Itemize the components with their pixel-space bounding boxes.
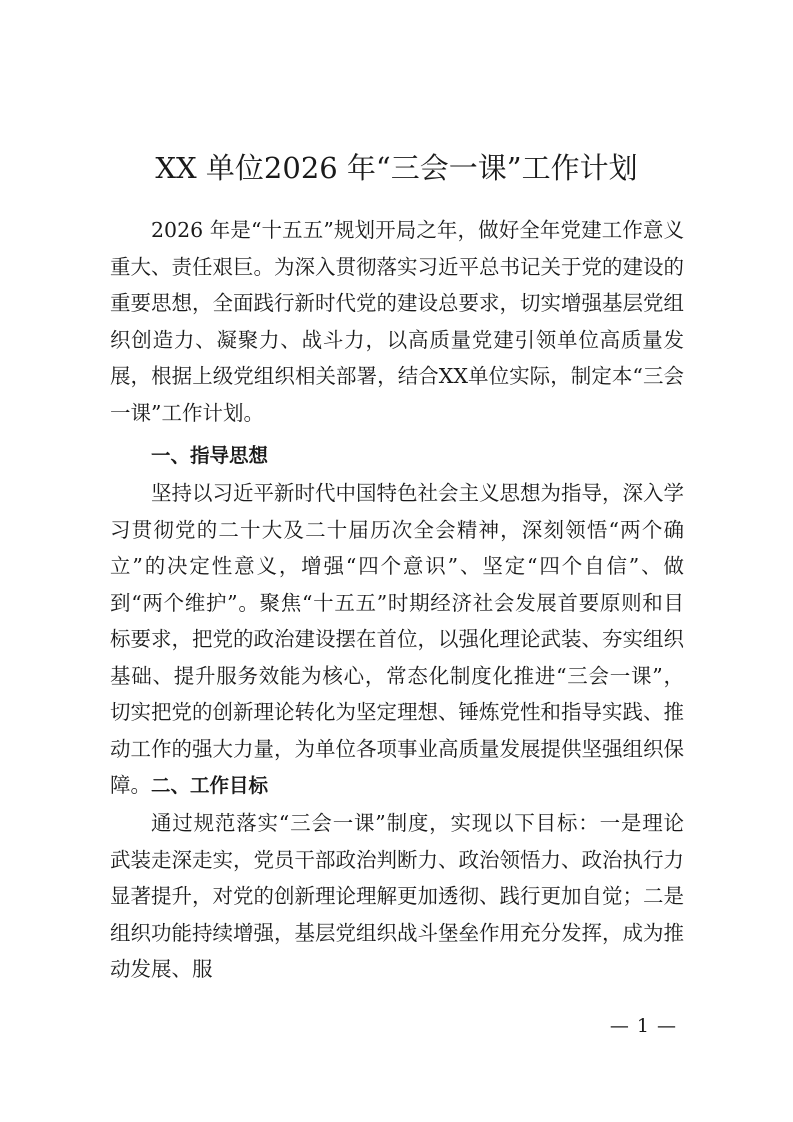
section-paragraph-block — [110, 475, 684, 804]
document-title: XX 单位2026 年“三会一课”工作计划 — [155, 151, 638, 185]
section-heading-guiding-ideology: 一、指导思想 — [151, 444, 269, 467]
section-heading-block — [110, 438, 684, 475]
section-paragraph-block — [110, 805, 684, 988]
section-heading-block — [110, 768, 684, 805]
intro-paragraph-block — [110, 212, 684, 431]
page-number: — 1 — — [609, 1015, 677, 1037]
section-heading-work-goals: 二、工作目标 — [151, 774, 269, 797]
intro-paragraph: 2026 年是“十五五”规划开局之年，做好全年党建工作意义重大、责任艰巨。为深入贯彻落实习近平总书记关于党的建设的重要思想，全面践行新时代党的建设总要求，切实增强基层党组织创造力、凝聚力、战斗力，以高质量党建引领单位高质量发展，根据上级党组织相关部署，结合XX单位实际，制定本“三会一课”工作计划。 — [110, 218, 684, 425]
section-paragraph-guiding-ideology: 坚持以习近平新时代中国特色社会主义思想为指导，深入学习贯彻党的二十大及二十届历次全会精神，深刻领悟“两个确立”的决定性意义，增强“四个意识”、坚定“四个自信”、做到“两个维护”。聚焦“十五五”时期经济社会发展首要原则和目标要求，把党的政治建设摆在首位，以强化理论武装、夯实组织基础、提升服务效能为核心，常态化制度化推进“三会一课”，切实把党的创新理论转化为坚定理想、锤炼党性和指导实践、推动工作的强大力量，为单位各项事业高质量发展提供坚强组织保障。 — [110, 481, 684, 797]
section-paragraph-work-goals: 通过规范落实“三会一课”制度，实现以下目标：一是理论武装走深走实，党员干部政治判断力、政治领悟力、政治执行力显著提升，对党的创新理论理解更加透彻、践行更加自觉；二是组织功能持续增强，基层党组织战斗堡垒作用充分发挥，成为推动发展、服 — [110, 811, 684, 981]
